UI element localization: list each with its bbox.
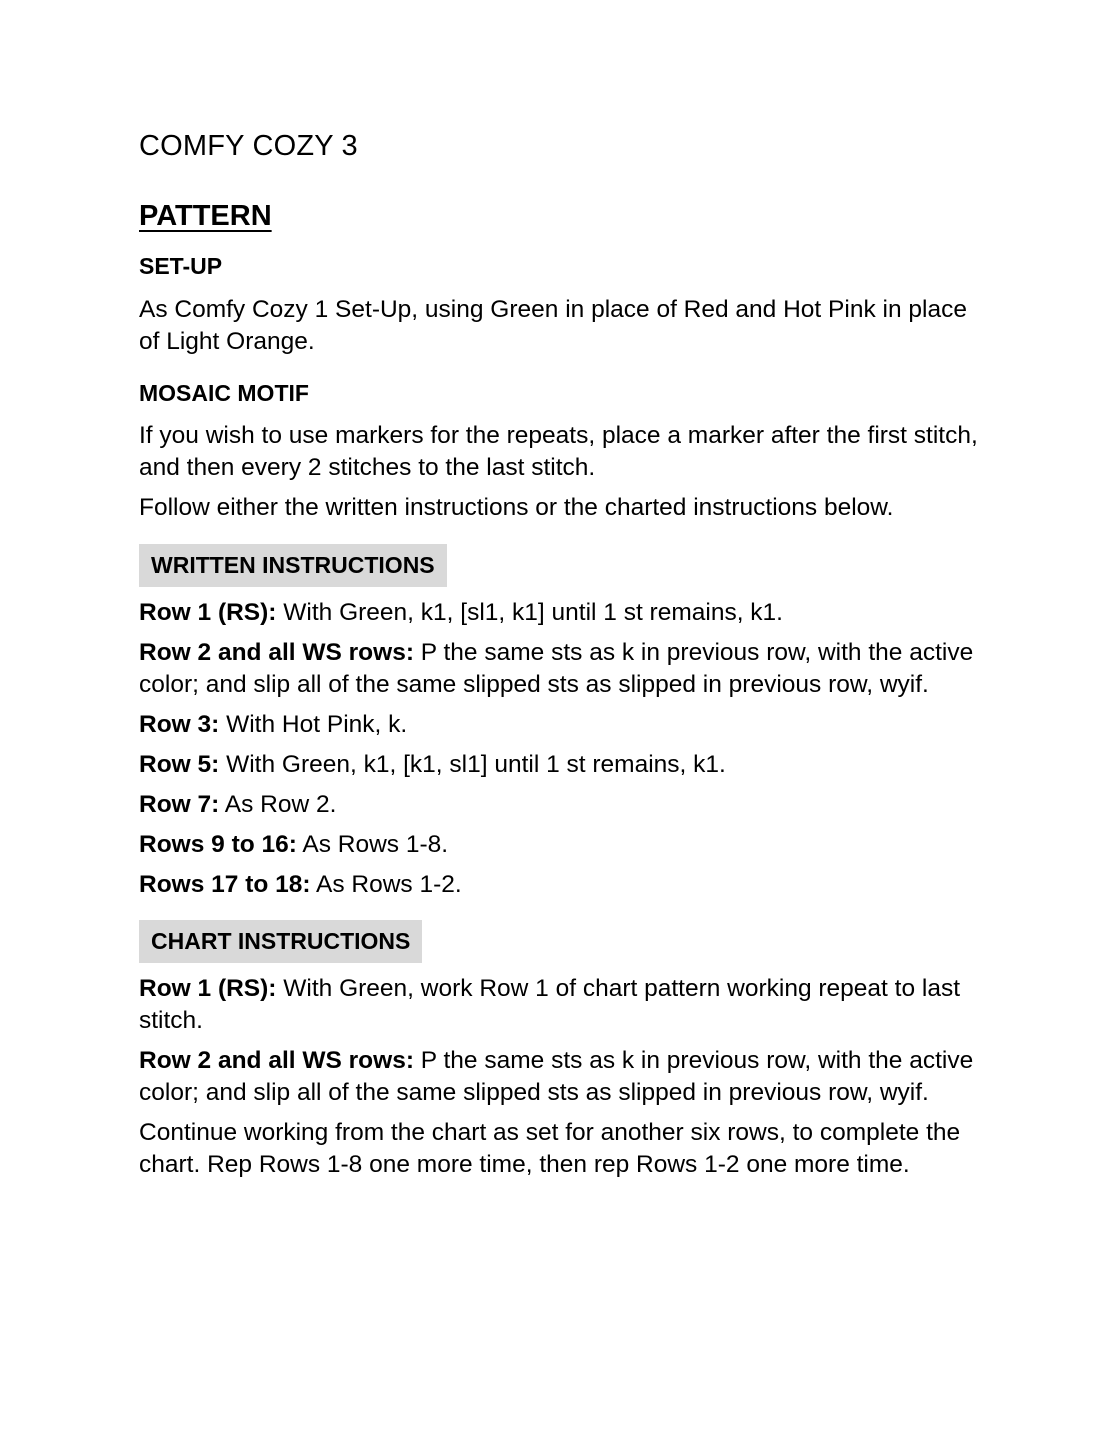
- row-label: Row 2 and all WS rows:: [139, 1047, 414, 1074]
- row-label: Row 1 (RS):: [139, 599, 277, 626]
- setup-heading: SET-UP: [139, 253, 223, 279]
- row-text: P the same sts as k in previous row, with the active color; and slip all of the same slipped sts as slipped in previous row, wyif.: [139, 1047, 974, 1106]
- setup-section: [139, 250, 979, 358]
- chart-instructions-heading: CHART INSTRUCTIONS: [139, 920, 422, 963]
- row-label: Rows 9 to 16:: [139, 831, 297, 858]
- mosaic-paragraph-1: If you wish to use markers for the repeats, place a marker after the first stitch, and then every 2 stitches to the last stitch.: [139, 422, 978, 481]
- written-instructions-heading: WRITTEN INSTRUCTIONS: [139, 544, 447, 587]
- row-label: Row 7:: [139, 791, 220, 818]
- row-label: Row 5:: [139, 751, 220, 778]
- mosaic-heading: MOSAIC MOTIF: [139, 380, 309, 406]
- written-rows-9-16: [139, 829, 979, 861]
- row-label: Row 1 (RS):: [139, 975, 277, 1002]
- pattern-heading: PATTERN: [139, 200, 272, 232]
- chart-closing-text: Continue working from the chart as set for another six rows, to complete the chart. Rep Rows 1-8 one more time, then rep Rows 1-2 one more time.: [139, 1119, 961, 1178]
- row-label: Row 3:: [139, 711, 220, 738]
- written-row-2: [139, 637, 979, 701]
- mosaic-section: [139, 377, 979, 524]
- row-text: With Hot Pink, k.: [219, 711, 408, 738]
- row-text: As Row 2.: [219, 791, 337, 818]
- written-section: [139, 544, 979, 901]
- row-label: Rows 17 to 18:: [139, 871, 311, 898]
- written-row-3: [139, 709, 979, 741]
- mosaic-paragraph-2: Follow either the written instructions or the charted instructions below.: [139, 494, 894, 521]
- setup-text: As Comfy Cozy 1 Set-Up, using Green in place of Red and Hot Pink in place of Light Orange.: [139, 296, 967, 355]
- row-text: As Rows 1-2.: [310, 871, 462, 898]
- chart-section: [139, 920, 979, 1181]
- chart-row-1: [139, 973, 979, 1037]
- document-page: [139, 126, 979, 1181]
- row-text: As Rows 1-8.: [296, 831, 449, 858]
- written-rows-17-18: [139, 869, 979, 901]
- row-text: With Green, k1, [k1, sl1] until 1 st remains, k1.: [219, 751, 726, 778]
- written-row-7: [139, 789, 979, 821]
- row-text: P the same sts as k in previous row, with the active color; and slip all of the same slipped sts as slipped in previous row, wyif.: [139, 639, 974, 698]
- chart-row-2: [139, 1045, 979, 1109]
- row-label: Row 2 and all WS rows:: [139, 639, 414, 666]
- written-row-5: [139, 749, 979, 781]
- row-text: With Green, k1, [sl1, k1] until 1 st remains, k1.: [276, 599, 783, 626]
- document-title: COMFY COZY 3: [139, 130, 358, 162]
- row-text: With Green, work Row 1 of chart pattern working repeat to last stitch.: [139, 975, 961, 1034]
- written-row-1: [139, 597, 979, 629]
